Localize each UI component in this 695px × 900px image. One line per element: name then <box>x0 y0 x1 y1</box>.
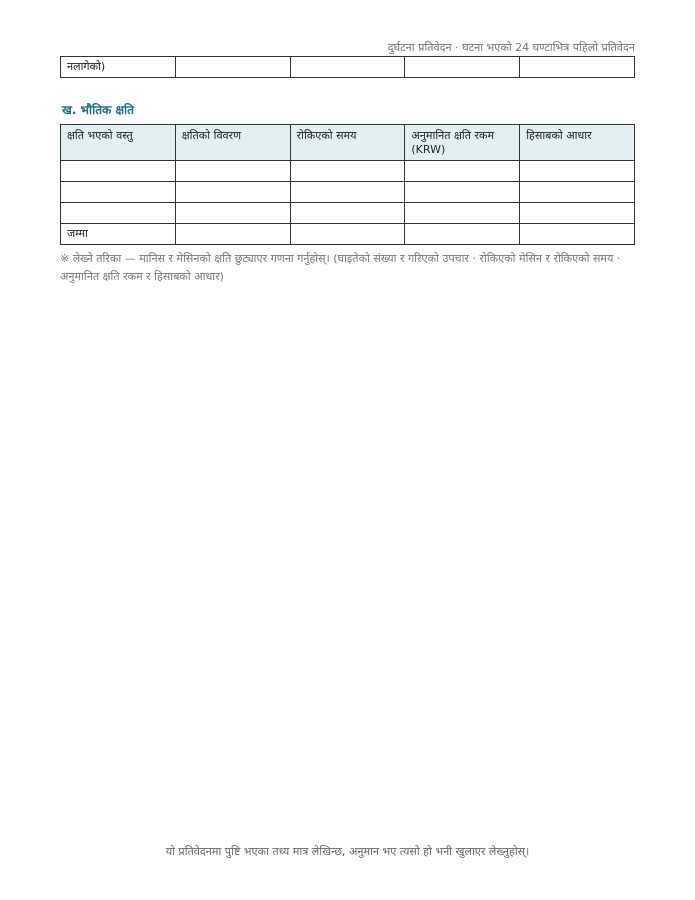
table-cell[interactable] <box>405 182 520 203</box>
table-cell[interactable] <box>290 182 405 203</box>
table-row <box>61 203 635 224</box>
table-cell[interactable] <box>520 161 635 182</box>
table-cell[interactable] <box>520 182 635 203</box>
table-cell[interactable] <box>290 57 405 78</box>
table-cell[interactable] <box>61 203 176 224</box>
physical-damage-table <box>60 124 635 245</box>
table-cell[interactable] <box>290 224 405 245</box>
table-cell[interactable] <box>61 182 176 203</box>
section-title: ख. भौतिक क्षति <box>62 103 134 117</box>
column-header-downtime: रोकिएको समय <box>290 125 405 161</box>
column-header-damaged-item: क्षति भएको वस्तु <box>61 125 176 161</box>
table-cell[interactable] <box>520 203 635 224</box>
table-cell[interactable] <box>175 57 290 78</box>
table-cell[interactable] <box>175 182 290 203</box>
table-cell[interactable] <box>520 224 635 245</box>
table-cell[interactable]: नलागेको) <box>61 57 176 78</box>
table-cell[interactable] <box>175 224 290 245</box>
table-header-row <box>61 125 635 161</box>
table-cell[interactable] <box>520 57 635 78</box>
column-header-calculation-basis: हिसाबको आधार <box>520 125 635 161</box>
table-row <box>61 57 635 78</box>
writing-instruction-note: ※ लेख्ने तरिका — मानिस र मेसिनको क्षति छुट्याएर गणना गर्नुहोस्। (घाइतेको संख्या र गरिएको उपचार · रोकिएको मेसिन र रोकिएको समय · अनुमानित क्षति रकम र हिसाबको आधार) <box>60 252 621 283</box>
total-row <box>61 224 635 245</box>
column-header-estimated-cost: अनुमानित क्षति रकम (KRW) <box>405 125 520 161</box>
table-cell[interactable] <box>405 57 520 78</box>
table-row <box>61 182 635 203</box>
total-label: जम्मा <box>61 224 176 245</box>
continued-table <box>60 56 635 78</box>
table-cell[interactable] <box>175 161 290 182</box>
table-cell[interactable] <box>405 203 520 224</box>
table-cell[interactable] <box>405 224 520 245</box>
column-header-damage-details: क्षतिको विवरण <box>175 125 290 161</box>
table-cell[interactable] <box>290 203 405 224</box>
table-cell[interactable] <box>405 161 520 182</box>
table-row <box>61 161 635 182</box>
table-cell[interactable] <box>61 161 176 182</box>
table-cell[interactable] <box>175 203 290 224</box>
page-header: दुर्घटना प्रतिवेदन · घटना भएको 24 घण्टाभित्र पहिलो प्रतिवेदन <box>387 41 635 54</box>
table-cell[interactable] <box>290 161 405 182</box>
page-footer: यो प्रतिवेदनमा पुष्टि भएका तथ्य मात्र लेखिन्छ, अनुमान भए त्यसो हो भनी खुलाएर लेख्नुहोस्। <box>165 845 530 858</box>
